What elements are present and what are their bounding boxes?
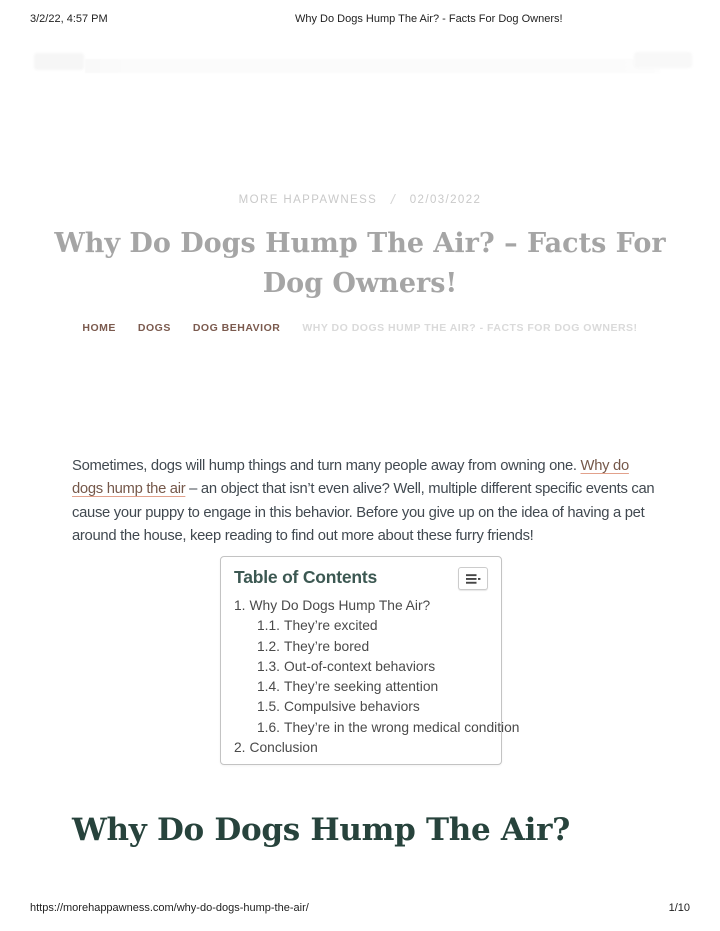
- toc-item-link[interactable]: [234, 596, 488, 616]
- print-header-title: Why Do Dogs Hump The Air? - Facts For Dog Owners!: [295, 13, 563, 25]
- faded-site-logo: [34, 53, 84, 70]
- section-heading: Why Do Dogs Hump The Air?: [72, 812, 571, 848]
- toc-item-link[interactable]: [234, 616, 488, 636]
- breadcrumb-dogs-link[interactable]: DOGS: [137, 322, 171, 334]
- article-title-line2: Dog Owners!: [262, 268, 458, 299]
- faded-navbar: [85, 59, 660, 73]
- toc-item-label: They’re bored: [284, 638, 370, 654]
- publish-date: 02/03/2022: [409, 194, 482, 206]
- breadcrumb-dog-behavior-link[interactable]: DOG BEHAVIOR: [192, 322, 281, 334]
- intro-paragraph: [72, 455, 658, 549]
- faded-navbar-button: [634, 52, 692, 68]
- site-brand: MORE HAPPAWNESS: [238, 194, 378, 206]
- toc-item-link[interactable]: [234, 718, 520, 738]
- toc-item-number: 1.5.: [257, 699, 281, 715]
- toc-item-number: 1.6.: [257, 719, 281, 735]
- toc-item-label: Conclusion: [249, 740, 318, 756]
- print-header-datetime: 3/2/22, 4:57 PM: [30, 13, 108, 25]
- toc-item-label: They’re excited: [284, 618, 378, 634]
- toc-item-number: 2.: [234, 740, 246, 756]
- toc-item-label: They’re in the wrong medical condition: [284, 719, 520, 735]
- breadcrumb: [0, 322, 720, 334]
- toc-list: [234, 596, 520, 758]
- toc-title: Table of Contents: [234, 567, 378, 587]
- toc-item-link[interactable]: [234, 738, 488, 758]
- print-footer-page-indicator: 1/10: [668, 902, 690, 914]
- toc-item-number: 1.1.: [257, 618, 281, 634]
- intro-inline-link[interactable]: Why do dogs hump the air: [72, 457, 629, 498]
- intro-text-before-link: Sometimes, dogs will hump things and turn many people away from owning one.: [72, 457, 581, 474]
- toc-item-link[interactable]: [234, 697, 488, 717]
- article-title: [40, 224, 680, 304]
- toc-item-label: Compulsive behaviors: [284, 699, 420, 715]
- table-of-contents-box: [220, 556, 520, 765]
- toc-item-label: Out-of-context behaviors: [284, 658, 436, 674]
- toc-toggle-list-icon: [465, 573, 481, 585]
- print-footer-url: https://morehappawness.com/why-do-dogs-hump-the-air/: [30, 902, 309, 914]
- toc-item-label: They’re seeking attention: [284, 679, 439, 695]
- toc-item-link[interactable]: [234, 637, 488, 657]
- toc-item-number: 1.2.: [257, 638, 281, 654]
- toc-item-link[interactable]: [234, 657, 488, 677]
- breadcrumb-current-page: WHY DO DOGS HUMP THE AIR? - FACTS FOR DOG OWNERS!: [302, 322, 638, 334]
- article-meta-row: [0, 190, 720, 206]
- intro-text-after-link: – an object that isn’t even alive? Well, multiple different specific events can cause your puppy to engage in this behavior. Before you give up on the idea of having a pet around the house, keep reading to find out more about these furry friends!: [72, 481, 655, 545]
- article-title-line1: Why Do Dogs Hump The Air? – Facts For: [54, 228, 666, 259]
- toc-item-number: 1.3.: [257, 658, 281, 674]
- toc-item-link[interactable]: [234, 677, 488, 697]
- toc-item-label: Why Do Dogs Hump The Air?: [249, 598, 431, 613]
- toc-toggle-button[interactable]: [458, 567, 488, 590]
- toc-item-number: 1.: [234, 598, 246, 613]
- toc-header: [234, 567, 488, 590]
- toc-item-number: 1.4.: [257, 679, 281, 695]
- meta-separator: /: [390, 191, 397, 207]
- breadcrumb-home-link[interactable]: HOME: [82, 322, 116, 334]
